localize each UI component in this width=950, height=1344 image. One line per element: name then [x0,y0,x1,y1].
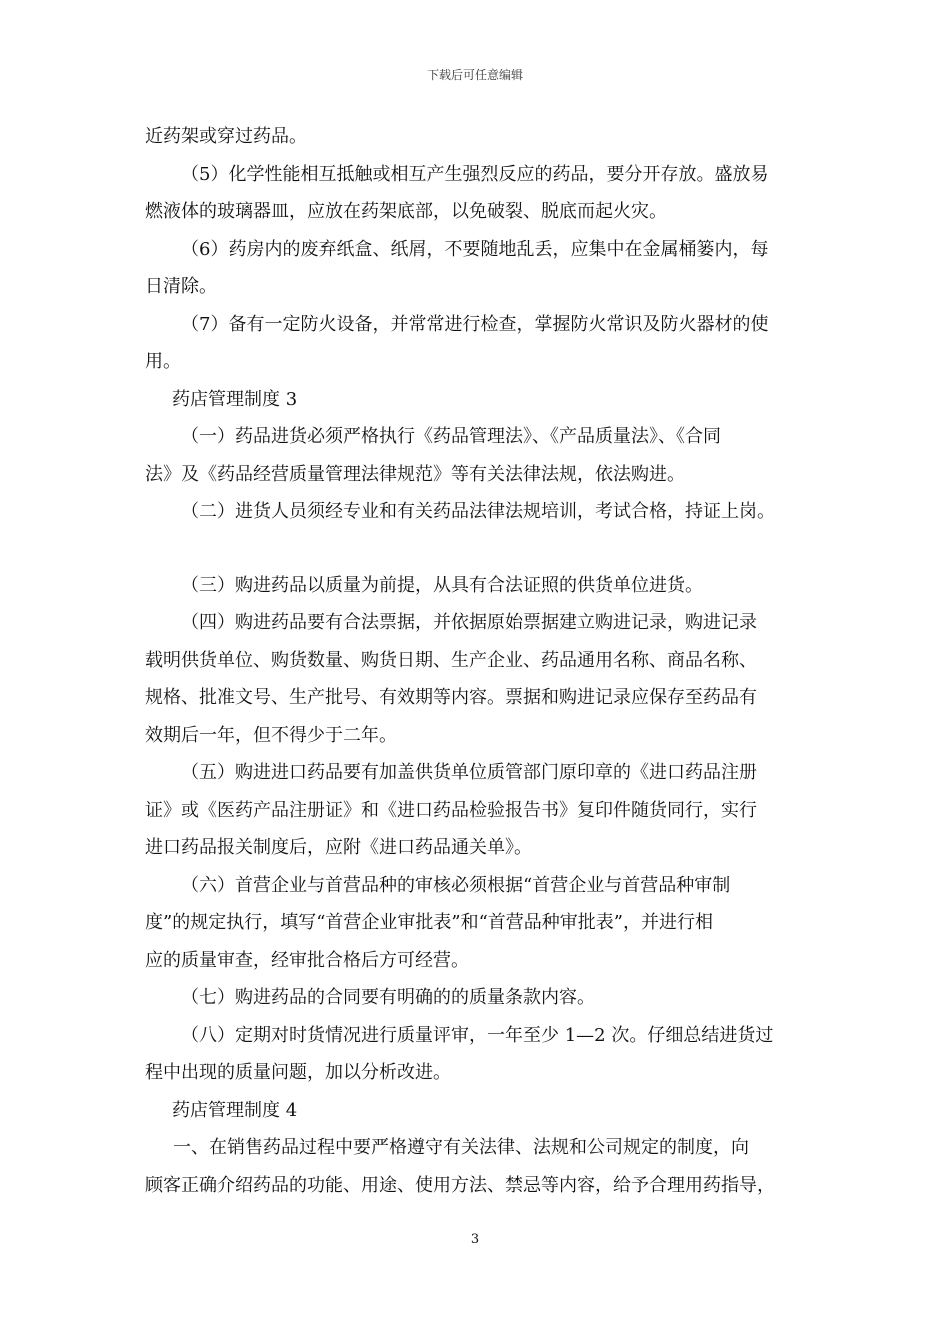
text-line: 顾客正确介绍药品的功能、用途、使用方法、禁忌等内容，给予合理用药指导， [145,1174,775,1196]
text-line: （二）进货人员须经专业和有关药品法律法规培训，考试合格，持证上岗。 [181,501,775,522]
text-line: （5）化学性能相互抵触或相互产生强烈反应的药品，要分开存放。盛放易 [181,163,769,185]
text-line: 程中出现的质量问题，加以分析改进。 [145,1062,451,1083]
text-line: 用。 [145,351,181,372]
text-line: （五）购进进口药品要有加盖供货单位质管部门原印章的《进口药品注册 [181,762,757,783]
text-line: 近药架或穿过药品。 [145,126,307,147]
text-line: 应的质量审查，经审批合格后方可经营。 [145,949,469,971]
text-line: 规格、批准文号、生产批号、有效期等内容。票据和购进记录应保存至药品有 [145,687,757,708]
section-title: 药店管理制度 3 [172,388,298,410]
text-line: （6）药房内的废弃纸盒、纸屑，不要随地乱丢，应集中在金属桶篓内，每 [181,238,769,260]
section-title: 药店管理制度 4 [172,1099,298,1121]
text-line: 日清除。 [145,276,217,297]
text-line: （八）定期对时货情况进行质量评审，一年至少 1—2 次。仔细总结进货过 [181,1024,774,1046]
paragraph-gap [145,531,810,567]
text-line: （六）首营企业与首营品种的审核必须根据“首营企业与首营品种审制 [181,874,731,896]
text-line: 证》或《医药产品注册证》和《进口药品检验报告书》复印件随货同行，实行 [145,799,757,821]
text-line: 度”的规定执行，填写“首营企业审批表”和“首营品种审批表”，并进行相 [145,912,714,933]
text-line: 进口药品报关制度后，应附《进口药品通关单》。 [145,837,532,858]
page-number: 3 [470,1232,480,1247]
text-line: 载明供货单位、购货数量、购货日期、生产企业、药品通用名称、商品名称、 [145,649,757,671]
document-body [145,118,810,1204]
text-line: （7）备有一定防火设备，并常常进行检查，掌握防火常识及防火器材的使 [181,313,769,335]
text-line: 法》及《药品经营质量管理法律规范》等有关法律法规，依法购进。 [145,463,685,485]
text-line: （三）购进药品以质量为前提，从具有合法证照的供货单位进货。 [181,574,703,596]
text-line: 一、在销售药品过程中要严格遵守有关法律、法规和公司规定的制度，向 [173,1137,749,1158]
text-line: （七）购进药品的合同要有明确的的质量条款内容。 [181,987,595,1008]
text-line: 燃液体的玻璃器皿，应放在药架底部，以免破裂、脱底而起火灾。 [145,201,667,222]
text-line: （一）药品进货必须严格执行《药品管理法》、《产品质量法》、《合同 [181,426,721,447]
text-line: 效期后一年，但不得少于二年。 [145,724,397,746]
page-header-note: 下载后可任意编辑 [426,68,523,82]
text-line: （四）购进药品要有合法票据，并依据原始票据建立购进记录，购进记录 [181,612,757,633]
